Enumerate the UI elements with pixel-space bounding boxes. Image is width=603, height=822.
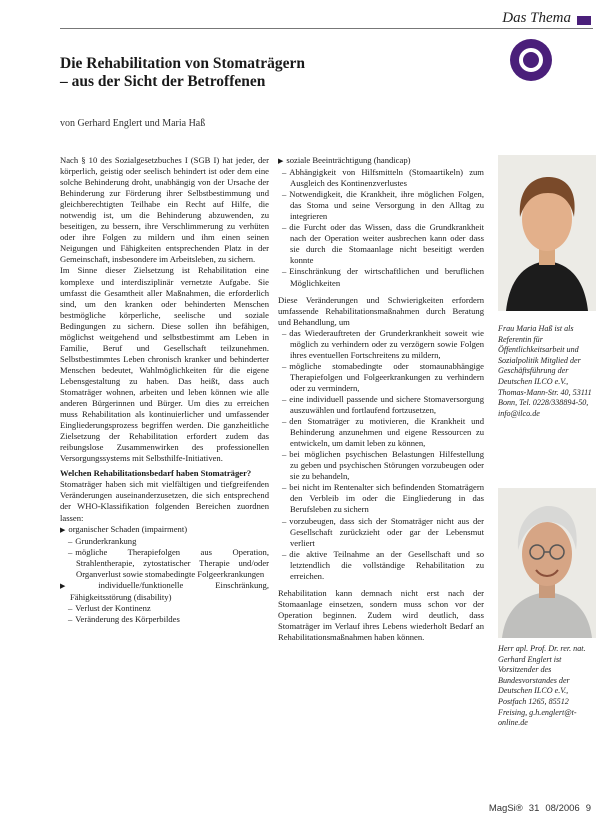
dash-item: – bei nicht im Rentenalter sich befindenden Stomaträgern den Verbleib im oder die Eingliederung in das Berufsleben zu sichern: [278, 482, 484, 515]
dash-item: – bei möglichen psychischen Belastungen Hilfestellung zu geben und psychischen Störungen vorzubeugen oder sie zu behandeln,: [278, 449, 484, 482]
dash-item: – mögliche Therapiefolgen aus Operation, Strahlentherapie, zytostatischer Therapie und/oder Organverlust sowie stomabedingte Folgeerkrankungen: [60, 547, 269, 580]
portrait-photo-woman: [498, 155, 596, 311]
dash-item: – eine individuell passende und sichere Stomaversorgung auszuwählen und fortlaufend fortzusetzen,: [278, 394, 484, 416]
dash-item: – das Wiederauftreten der Grunderkrankheit soweit wie möglich zu verhindern oder zu verzögern sowie Folgen ihres eventuellen Fortschreitens zu mildern,: [278, 328, 484, 361]
dash-item: – mögliche stomabedingte oder stomaunabhängige Therapiefolgen und Folgeerkrankungen zu verhindern oder zu vermindern,: [278, 361, 484, 394]
header-rule: [60, 28, 593, 29]
section-marker: [577, 16, 591, 25]
dash-item: – die Furcht oder das Wissen, dass die Grundkrankheit nach der Operation weiter ausbrechen kann oder dass sie durch die Stomaanlage nicht beseitigt werden konnte: [278, 222, 484, 266]
dash-item: – Veränderung des Körperbildes: [60, 614, 269, 625]
caption-gerhard-englert: Herr apl. Prof. Dr. rer. nat. Gerhard Englert ist Vorsitzender des Bundesvorstandes der Deutschen ILCO e.V., Postfach 1265, 85512 Freising, g.h.englert@t-online.de: [498, 644, 586, 728]
title-line-1: Die Rehabilitation von Stomaträgern: [60, 55, 305, 72]
section-heading: Das Thema: [502, 10, 571, 26]
text-column-middle: [278, 155, 484, 643]
dash-item: – den Stomaträger zu motivieren, die Krankheit und Behinderung anzunehmen und eigene Ressourcen zu entwickeln, um damit leben zu können,: [278, 416, 484, 449]
page-footer: [483, 803, 591, 814]
issue-date: 08/2006: [545, 803, 580, 814]
dash-item: – Abhängigkeit von Hilfsmitteln (Stomaartikeln) zum Ausgleich des Kontinenzverlustes: [278, 167, 484, 189]
article-authors: von Gerhard Englert und Maria Haß: [60, 118, 206, 129]
paragraph: Stomaträger haben sich mit vielfältigen und tiefgreifenden Veränderungen auseinanderzusetzen, die sich entsprechend der WHO-Klassifikation folgenden Bereichen zuordnen lassen:: [60, 479, 269, 523]
paragraph: Rehabilitation kann demnach nicht erst nach der Stomaanlage einsetzen, sondern muss schon vor der Operation beginnen. Zudem wird deutlich, dass Stomaträger im Verlauf ihres Lebens wiederholt Bedarf an Rehabilitationsmaßnahmen haben können.: [278, 587, 484, 642]
text-column-left: [60, 155, 269, 625]
magazine-name: MagSi®: [488, 803, 523, 814]
issue-number: 31: [528, 803, 540, 814]
page-number: 9: [585, 803, 591, 814]
dash-item: – Grunderkrankung: [60, 536, 269, 547]
dash-item: – Notwendigkeit, die Krankheit, ihre möglichen Folgen, das Stoma und seine Versorgung in den Alltag zu integrieren: [278, 189, 484, 222]
dash-item: – die aktive Teilnahme an der Gesellschaft und so letztendlich die vollständige Rehabilitation zu erreichen.: [278, 549, 484, 582]
dash-item: – Verlust der Kontinenz: [60, 603, 269, 614]
bullet-item: ▶ soziale Beeinträchtigung (handicap): [278, 155, 484, 167]
paragraph: Diese Veränderungen und Schwierigkeiten erfordern umfassende Rehabilitationsmaßnahmen durch Beratung und Behandlung, um: [278, 294, 484, 327]
paragraph: Nach § 10 des Sozialgesetzbuches I (SGB I) hat jeder, der körperlich, geistig oder seelisch behindert ist oder dem eine solche Behinderung droht, unabhängig von der Ursache der Behinderung zur Förderung ihrer Selbstbestimmung und gleichberechtigten Teilhabe ein Recht auf Hilfe, die notwendig ist, um die Behinderung abzuwenden, zu beseitigen, zu bessern, ihre Verschlimmerung zu verhüten oder ihre Folgen zu mildern und ihm einen seinen Neigungen und Fähigkeiten entsprechenden Platz in der Gemeinschaft, insbesondere im Arbeitsleben, zu sichern.: [60, 155, 269, 265]
dash-item: – vorzubeugen, dass sich der Stomaträger nicht aus der Gesellschaft zurückzieht oder gar der Lebensmut verliert: [278, 516, 484, 549]
dash-item: – Einschränkung der wirtschaftlichen und beruflichen Möglichkeiten: [278, 266, 484, 288]
bullet-item: ▶ organischer Schaden (impairment): [60, 524, 269, 536]
portrait-photo-man: [498, 488, 596, 638]
ring-logo-icon: [508, 37, 554, 83]
subheading: Welchen Rehabilitationsbedarf haben Stomaträger?: [60, 468, 252, 479]
caption-maria-hass: Frau Maria Haß ist als Referentin für Öffentlichkeitsarbeit und Sozialpolitik Mitglied der Geschäftsführung der Deutschen ILCO e.V., Thomas-Mann-Str. 40, 53111 Bonn, Tel. 0228/338894-50, info@ilco.de: [498, 324, 592, 418]
paragraph: Im Sinne dieser Zielsetzung ist Rehabilitation eine komplexe und interdisziplinär vernetzte Aufgabe. Sie umfasst die Gesamtheit aller Maßnahmen, die erforderlich sind, um den kranken oder behinderten Menschen bestmögliche körperliche, seelische und soziale Bedingungen zu sichern. Diese sollen ihn befähigen, möglichst weitgehend und selbstbestimmt am Leben in Familie, Beruf und Gesellschaft teilzunehmen. Selbstbestimmtes Leben chronisch kranker und behinderter Menschen bedeutet, Wahlmöglichkeiten für die eigene Lebensgestaltung zu haben. Das heißt, dass auch Stomaträger wohnen, arbeiten und leben können wie alle anderen Bürgerinnen und Bürger. Um dies zu erreichen muss Rehabilitation als kontinuierlicher und umfassender Eingliederungsprozess begriffen werden. Die ganzheitliche Zielsetzung der Rehabilitation erfordert zudem das reibungslose Zusammenwirken des professionellen Versorgungssystems mit Selbsthilfe-Initiativen.: [60, 265, 269, 464]
title-line-2: – aus der Sicht der Betroffenen: [60, 73, 266, 90]
article-title: [60, 55, 490, 91]
bullet-item: ▶ individuelle/funktionelle Einschränkung, Fähigkeitsstörung (disability): [60, 580, 269, 603]
